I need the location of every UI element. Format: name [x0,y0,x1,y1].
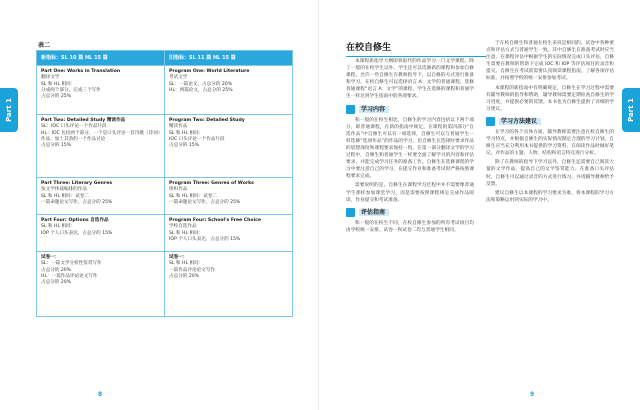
part-tab-right-label: Part 1 [627,98,635,122]
body-paragraph: 本课程新指导大纲即将取代的作品学习一门文学课程。除了一般的在校学生以外，学生还可以选修新的课程和参加自修课程。允许一些自修生在教师指导下，以自修的方式进行准备和学习。在校自修生可以选择语言 A：文学的普通课程，选修普通课程“语言 A：文学”的课程，学生在选修的课程和普通学生一样达到学生指南中的各项要求。 [346,59,474,100]
table-cell-line: Program Two: Detailed Study [169,118,245,124]
table-cell-line: SL 和 HL 相同：试卷二 [169,193,218,199]
comparison-table [36,50,293,317]
table-cell-old [164,66,292,114]
table-row [37,115,292,178]
body-paragraph: 于在校自修生和普通在校生来说是相同的。试卷中各种要点和评估方式与普通学生一致，其中自修生在准备考试时应当注意，在课程评估中根据学生的实际情况完成口头评估，自修生需要在教师的帮助下完成 IOC 和 IOP 等评估项目的录音和提交。自修生在考试前需要认真阅读课程指南，了解各项评估标准，并按照学校的统一安排参加考试。 [486,41,614,82]
col1-intro [346,58,474,101]
body-paragraph: 本课程的新指南中有明确规定，自修生在学习过程中需要有辅导教师的指导和帮助，辅导教师需要定期检查自修生的学习进度，并提供必要的反馈。本书也为自修生提供了详细的学习建议。 [486,85,614,112]
table-cell-line: SL：IOC 口头评论一个作品片段 [41,124,107,130]
subsection-3-label: 学习方法建议 [499,118,541,125]
table-row [37,215,292,252]
body-paragraph: 在学习的各个具体方面，辅导教师需要注意在校自修生的学习特点，并根据自修生的实际情况制定合理的学习计划。自修生应当充分利用本书提供的学习资料，在阅读作品时做好笔记，对作品的主题、人物、结构和语言特点进行分析。 [486,129,614,157]
table-cell-new [37,66,164,114]
table-cell-line: SL 和 HL 相同： [41,81,76,87]
bullet-square-icon [486,117,495,126]
table-cell-line: 考试文学 [169,75,188,81]
table-cell-line: SL 和 HL 相同： [41,224,76,230]
table-cell-line: 学校自选作品 [169,224,197,230]
table-cell-line: 一篇命题论文写作，占总分的 25% [41,199,113,205]
table-cell-line: HL：两篇论文，占总分的 25% [169,87,233,93]
table-cell-new [37,115,164,177]
table-row [37,66,292,115]
table-cell-line: SL：一篇文学分析性鉴赏写作 [41,261,102,267]
table-cell-line: 一篇作品评论论文写作 [169,267,215,273]
table-cell-line: IOP 个人口头表达，占总分的 15% [41,230,113,236]
body-paragraph: 除了在教师的指导下学习以外，自修生还需要自己阅读大量的文学作品，提高自己的文学鉴赏能力。在准备口头评估时，自修生可以通过录音的方式进行练习，并请辅导教师给予反馈。 [486,160,614,187]
table-cell-line: 一篇命题论文写作，占总分的 25% [169,199,241,205]
table-cell-old [164,215,292,251]
table-cell-line: HL：一篇作品评论论文写作 [41,273,98,279]
body-paragraph: 需要说明的是，自修生在课程学习过程中并不需要像普通学生那样参加课堂学习，而是需要按照课程规定完成作品阅读、作业提交和考试准备。 [346,183,474,203]
table-cell-line: Part Three: Literary Genres [41,181,113,187]
table-cell-line: HL：IOC 包括两个部分，一个是口头评论一首诗歌（诗词）作品，加上其余的一个作品讨论 [41,130,161,142]
table-header-row [37,51,292,66]
table-cell-line: SL 和 HL 相同：试卷二 [41,193,90,199]
table-cell-old [164,252,292,316]
table-cell-line: 组织作品 [169,187,188,193]
table-cell-line: 占总分的 20% [41,267,72,273]
table-header-old: 旧指标：SL 11 篇 HL 15 篇 [164,51,292,65]
table-cell-line: SL 和 HL 相同： [169,230,204,236]
section-title: 在校自修生 [346,40,486,57]
table-cell-line: 占总分的 20% [41,280,72,286]
table-cell-line: 占总分的 15% [169,143,200,149]
part-tab-right[interactable] [622,88,640,132]
table-row [37,252,292,316]
page-number-right: 9 [530,391,535,398]
table-cell-line: SL 和 HL 相同： [169,130,204,136]
table-cell-new [37,215,164,251]
body-paragraph: 和一般的在校生不同，在校自修生参加的所有考试项目均由学校统一安排。试卷一和试卷二均与普通学生相同。 [346,220,474,233]
table-row [37,178,292,215]
table-cell-line: 分成两个部分，完成三个写作 [41,87,101,93]
body-paragraph: 建议自修生以本课程的学习要求为准，将本课程的学习方法和策略运用到实际的学习中。 [486,190,614,203]
table-cell-line: 占总分的 25% [41,94,72,100]
table-cell-line: 试卷一： [169,255,188,261]
col2-intro [486,40,614,113]
table-cell-line: 精读作品 [169,124,188,130]
table-cell-line: 试卷一： [41,255,60,261]
part-tab-left-label: Part 1 [5,98,13,122]
body-paragraph: 和一般的在校生相比，自修生的学习内容包括以下两个部分，即普通课程，在新的指南中规定，在课程的第四部分“自选作品”中自修生可以有一项选择，自修生可以与普通学生一样选修“选项作品”的作品的学习，但自修生在选择时要求作品的思想深度和课程要求保持一致。在第一部分翻译文学的学习过程中，自修生和普通学生一样要全面了解学习的内容和评估要求，并能完成学习任务的准备工作。自修生在选修课程的学习中要注意自己的学习，在提交作业和准备考试时严格按照课程要求完成。 [346,117,474,180]
page-number-left: 8 [98,391,103,398]
table-cell-line: IOC 口头评论一个作品片段 [169,136,225,142]
subsection-1-label: 学习内容 [359,106,389,113]
table-cell-old [164,115,292,177]
table-cell-old [164,178,292,214]
text-column-1 [346,58,474,236]
table-cell-line: Part One: Works in Translation [41,69,121,75]
table-cell-line: 占总分的 20% [169,273,200,279]
bullet-square-icon [346,105,355,114]
table-cell-line: 翻译文学 [41,75,60,81]
table-cell-line: 占总分的 15% [41,143,72,149]
table-cell-line: Part Four: Options 自选作品 [41,218,109,224]
table-header-new: 新指标：SL 10 篇 HL 15 篇 [37,51,164,65]
table-cell-line: IOP 个人口头表达，占总分的 15% [169,236,241,242]
table-cell-line: SL：一篇论文，占总分的 20% [169,81,233,87]
subsection-heading-content [346,105,474,114]
table-cell-new [37,252,164,316]
table-cell-line: Program Three: Genres of Works [169,181,254,187]
subsection-2-label: 评估指南 [359,209,389,216]
table-cell-line: Part Two: Detailed Study 精读作品 [41,118,126,124]
table-cell-line: 按文学体裁编排的作品 [41,187,87,193]
table-cell-line: SL 和 HL 相同： [169,261,204,267]
subsection-heading-methods [486,117,614,126]
text-column-2 [486,40,614,206]
part-tab-left[interactable] [0,88,18,132]
col2-methods [486,129,614,204]
table-cell-line: Program One: World Literature [169,69,250,75]
col1-assessment [346,220,474,234]
table-cell-new [37,178,164,214]
right-page [320,0,640,410]
table-cell-line: Program Four: School's Free Choice [169,218,261,224]
col1-content [346,117,474,204]
table-caption: 表二 [38,42,51,49]
bullet-square-icon [346,208,355,217]
subsection-heading-assessment [346,208,474,217]
